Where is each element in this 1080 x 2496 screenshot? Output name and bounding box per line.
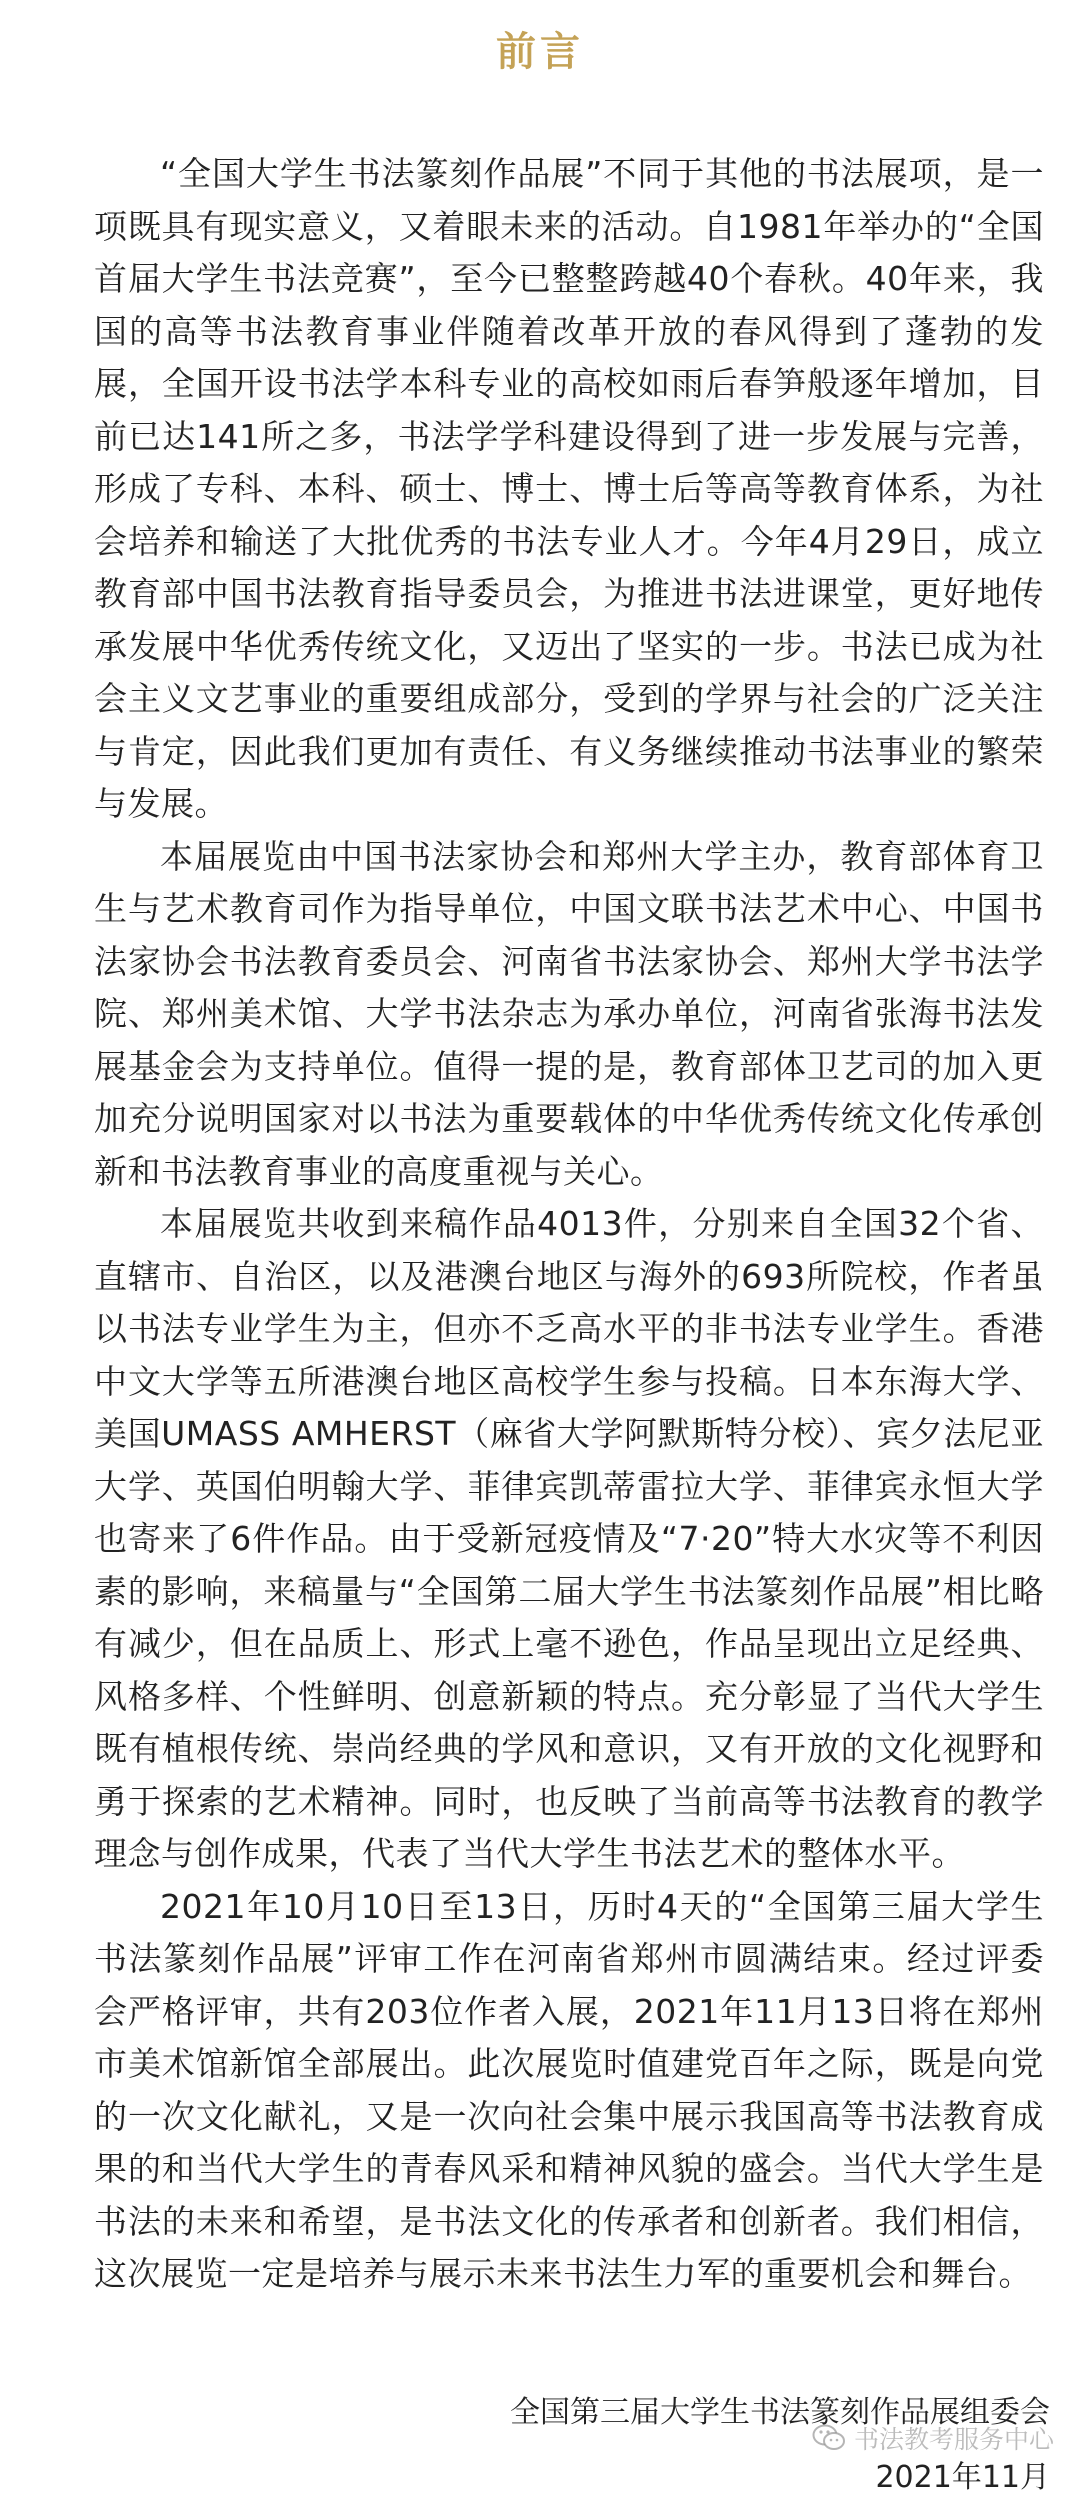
paragraph-3: 本届展览共收到来稿作品4013件，分别来自全国32个省、直辖市、自治区，以及港澳台地区与海外的693所院校，作者虽以书法专业学生为主，但亦不乏高水平的非书法专业学生。香港中文大学等五所港澳台地区高校学生参与投稿。日本东海大学、美国UMASS AMHERST（麻省大学阿默斯特分校）、宾夕法尼亚大学、英国伯明翰大学、菲律宾凯蒂雷拉大学、菲律宾永恒大学也寄来了6件作品。由于受新冠疫情及“7·20”特大水灾等不利因素的影响，来稿量与“全国第二届大学生书法篆刻作品展”相比略有减少，但在品质上、形式上毫不逊色，作品呈现出立足经典、风格多样、个性鲜明、创意新颖的特点。充分彰显了当代大学生既有植根传统、崇尚经典的学风和意识，又有开放的文化视野和勇于探索的艺术精神。同时，也反映了当前高等书法教育的教学理念与创作成果，代表了当代大学生书法艺术的整体水平。 <box>94 1204 1044 1873</box>
paragraph-2: 本届展览由中国书法家协会和郑州大学主办，教育部体育卫生与艺术教育司作为指导单位，中国文联书法艺术中心、中国书法家协会书法教育委员会、河南省书法家协会、郑州大学书法学院、郑州美术馆、大学书法杂志为承办单位，河南省张海书法发展基金会为支持单位。值得一提的是，教育部体卫艺司的加入更加充分说明国家对以书法为重要载体的中华优秀传统文化传承创新和书法教育事业的高度重视与关心。 <box>94 836 1044 1191</box>
watermark-text: 书法教考服务中心 <box>854 2425 1055 2454</box>
signature-organization: 全国第三届大学生书法篆刻作品展组委会 <box>510 2395 1050 2430</box>
watermark <box>812 2420 1054 2456</box>
paragraph-1: “全国大学生书法篆刻作品展”不同于其他的书法展项，是一项既具有现实意义，又着眼未来的活动。自1981年举办的“全国首届大学生书法竞赛”，至今已整整跨越40个春秋。40年来，我国的高等书法教育事业伴随着改革开放的春风得到了蓬勃的发展，全国开设书法学本科专业的高校如雨后春笋般逐年增加，目前已达141所之多，书法学学科建设得到了进一步发展与完善，形成了专科、本科、硕士、博士、博士后等高等教育体系，为社会培养和输送了大批优秀的书法专业人才。今年4月29日，成立教育部中国书法教育指导委员会，为推进书法进课堂，更好地传承发展中华优秀传统文化，又迈出了坚实的一步。书法已成为社会主义文艺事业的重要组成部分，受到的学界与社会的广泛关注与肯定，因此我们更加有责任、有义务继续推动书法事业的繁荣与发展。 <box>94 154 1044 823</box>
signature-date: 2021年11月 <box>875 2460 1050 2495</box>
wechat-icon <box>812 2423 846 2453</box>
paragraph-4: 2021年10月10日至13日，历时4天的“全国第三届大学生书法篆刻作品展”评审工作在河南省郑州市圆满结束。经过评委会严格评审，共有203位作者入展，2021年11月13日将在郑州市美术馆新馆全部展出。此次展览时值建党百年之际，既是向党的一次文化献礼，又是一次向社会集中展示我国高等书法教育成果的和当代大学生的青春风采和精神风貌的盛会。当代大学生是书法的未来和希望，是书法文化的传承者和创新者。我们相信，这次展览一定是培养与展示未来书法生力军的重要机会和舞台。 <box>94 1886 1044 2293</box>
document-body <box>94 148 1044 2301</box>
document-title: 前言 <box>496 29 584 75</box>
